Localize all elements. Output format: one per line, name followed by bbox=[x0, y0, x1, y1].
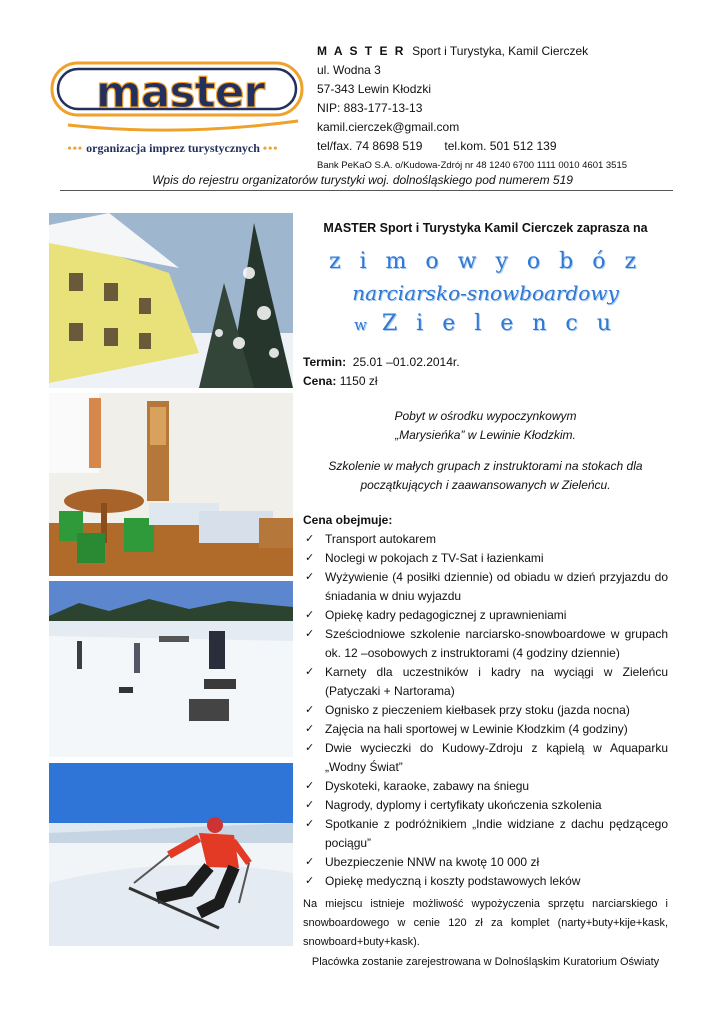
includes-item: ✓ Nagrody, dyplomy i certyfikaty ukończenia szkolenia bbox=[303, 796, 668, 815]
headline-line-2: narciarsko-snowboardowy bbox=[352, 281, 619, 305]
includes-item: ✓ Noclegi w pokojach z TV-Sat i łazienkami bbox=[303, 549, 668, 568]
includes-item: ✓ Karnety dla uczestników i kadry na wyciągi w Zieleńcu (Patyczaki + Nartorama) bbox=[305, 665, 668, 698]
includes-item: ✓ Dwie wycieczki do Kudowy-Zdroju z kąpielą w Aquaparku „Wodny Świat” bbox=[305, 741, 668, 774]
footer-note: Placówka zostanie zarejestrowana w Dolnośląskim Kuratorium Oświaty bbox=[311, 956, 660, 968]
terms-block bbox=[303, 353, 668, 391]
photo-skier bbox=[49, 763, 293, 946]
check-icon: ✓ bbox=[305, 704, 315, 716]
invite-line: MASTER Sport i Turystyka Kamil Cierczek zaprasza na bbox=[323, 221, 648, 235]
photo-building-winter bbox=[49, 213, 293, 388]
includes-item: ✓ Sześciodniowe szkolenie narciarsko-snowboardowe w grupach ok. 12 –osobowych z instruktorami (4 godziny dziennie) bbox=[305, 627, 668, 660]
term: Termin: 25.01 –01.02.2014r. bbox=[303, 355, 460, 369]
company-name: M A S T E R Sport i Turystyka, Kamil Cierczek bbox=[317, 44, 589, 58]
check-icon: ✓ bbox=[305, 875, 315, 887]
includes-item: ✓ Transport autokarem bbox=[303, 530, 668, 549]
email-link[interactable]: kamil.cierczek@gmail.com bbox=[317, 120, 460, 134]
camp-headline bbox=[303, 246, 668, 341]
check-icon: ✓ bbox=[305, 742, 315, 754]
includes-item: ✓ Wyżywienie (4 posiłki dziennie) od obiadu w dzień przyjazdu do śniadania w dniu wyjazdu bbox=[305, 570, 668, 603]
includes-item: ✓ Spotkanie z podróżnikiem „Indie widziane z dachu pędzącego pociągu” bbox=[305, 817, 668, 850]
rental-note: Na miejscu istnieje możliwość wypożyczenia sprzętu narciarskiego i snowboardowego w cenie 120 zł za komplet (narty+buty+kije+kask, snowboard+buty+kask). bbox=[303, 898, 668, 948]
bank-account: Bank PeKaO S.A. o/Kudowa-Zdrój nr 48 1240 6700 1111 0010 4601 3515 bbox=[317, 160, 628, 171]
phones: tel/fax. 74 8698 519 tel.kom. 501 512 139 bbox=[317, 139, 557, 153]
includes-title: Cena obejmuje: bbox=[303, 513, 393, 527]
includes-item: ✓ Dyskoteki, karaoke, zabawy na śniegu bbox=[303, 777, 668, 796]
includes-item: ✓ Ognisko z pieczeniem kiełbasek przy stoku (jazda nocna) bbox=[303, 701, 668, 720]
includes-item: ✓ Opiekę medyczną i koszty podstawowych leków bbox=[303, 872, 668, 891]
stay-description: Pobyt w ośrodku wypoczynkowym „Marysieńka” w Lewinie Kłodzkim. bbox=[394, 409, 577, 442]
city: 57-343 Lewin Kłodzki bbox=[317, 82, 432, 96]
includes-item: ✓ Opiekę kadry pedagogicznej z uprawnieniami bbox=[303, 606, 668, 625]
nip: NIP: 883-177-13-13 bbox=[317, 101, 423, 115]
check-icon: ✓ bbox=[305, 856, 315, 868]
header-divider bbox=[60, 190, 673, 191]
check-icon: ✓ bbox=[305, 628, 315, 640]
check-icon: ✓ bbox=[305, 533, 315, 545]
street: ul. Wodna 3 bbox=[317, 63, 381, 77]
contact-block bbox=[317, 42, 677, 175]
includes-item: ✓ Zajęcia na hali sportowej w Lewinie Kłodzkim (4 godziny) bbox=[303, 720, 668, 739]
logo-wordmark: master bbox=[95, 67, 265, 118]
includes-item: ✓ Ubezpieczenie NNW na kwotę 10 000 zł bbox=[303, 853, 668, 872]
check-icon: ✓ bbox=[305, 609, 315, 621]
photo-ski-slope bbox=[49, 581, 293, 757]
check-icon: ✓ bbox=[305, 552, 315, 564]
logo-tagline: ••• organizacja imprez turystycznych ••• bbox=[67, 141, 279, 155]
price: Cena: 1150 zł bbox=[303, 374, 378, 388]
master-logo bbox=[48, 55, 313, 140]
includes-list bbox=[303, 530, 668, 891]
training-description: Szkolenie w małych grupach z instruktorami na stokach dla początkujących i zaawansowanych w Zieleńcu. bbox=[328, 459, 643, 492]
check-icon: ✓ bbox=[305, 723, 315, 735]
check-icon: ✓ bbox=[305, 571, 315, 583]
headline-line-1: z i m o w y o b ó z bbox=[328, 249, 643, 274]
headline-line-3: w Z i e l e n c u bbox=[354, 311, 617, 336]
check-icon: ✓ bbox=[305, 818, 315, 830]
check-icon: ✓ bbox=[305, 780, 315, 792]
check-icon: ✓ bbox=[305, 799, 315, 811]
photo-room bbox=[49, 393, 293, 576]
registry-line: Wpis do rejestru organizatorów turystyki woj. dolnośląskiego pod numerem 519 bbox=[152, 173, 573, 187]
check-icon: ✓ bbox=[305, 666, 315, 678]
